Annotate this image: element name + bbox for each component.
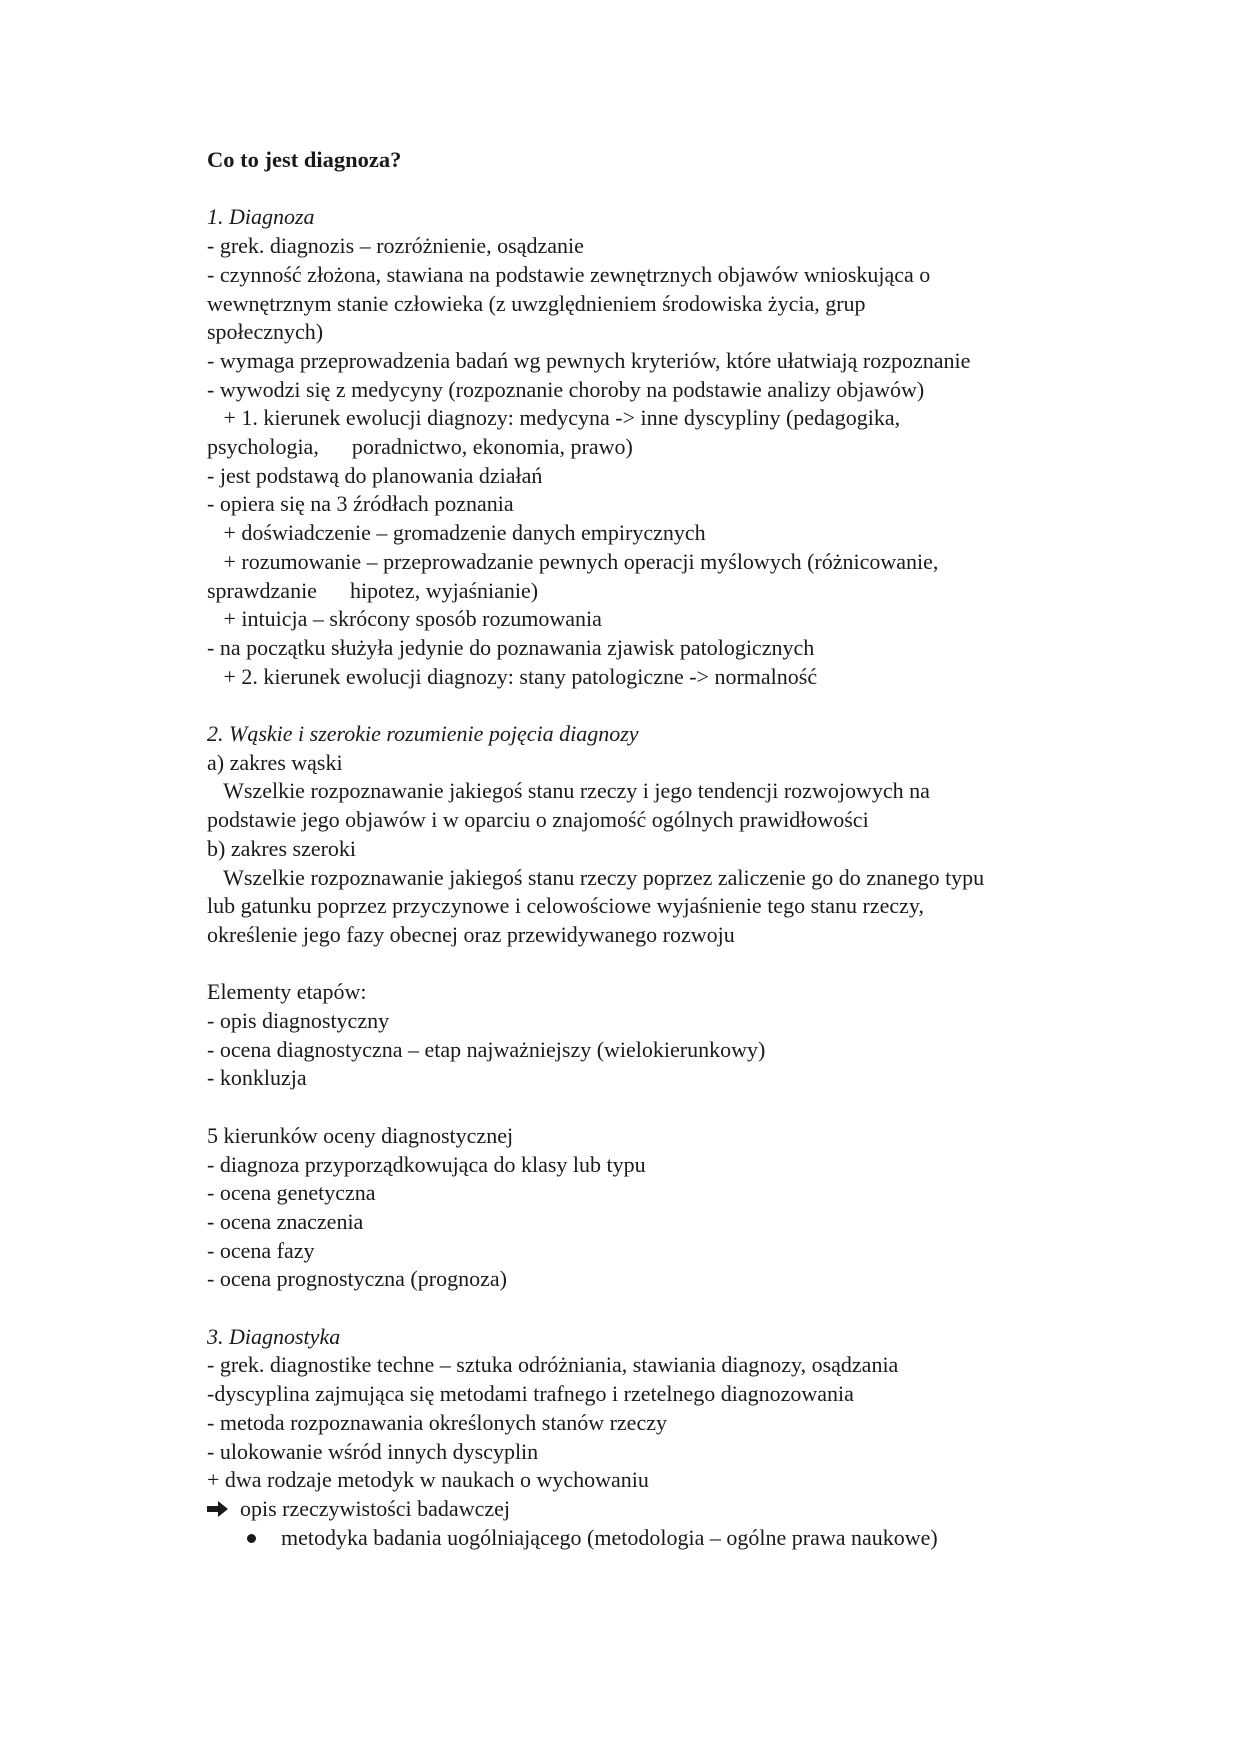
list-item: - opis diagnostyczny	[207, 1008, 390, 1034]
bullet-item-text: metodyka badania uogólniającego (metodologia – ogólne prawa naukowe)	[281, 1524, 938, 1550]
spacer	[207, 1093, 1137, 1122]
text-line: sprawdzanie hipotez, wyjaśnianie)	[207, 577, 539, 603]
spacer	[207, 691, 1137, 720]
text-line: + rozumowanie – przeprowadzanie pewnych operacji myślowych (różnicowanie,	[207, 548, 939, 574]
text-line: - ulokowanie wśród innych dyscyplin	[207, 1438, 539, 1464]
spacer	[207, 175, 1137, 204]
section-2-heading: 2. Wąskie i szerokie rozumienie pojęcia diagnozy	[207, 721, 639, 747]
elements-list	[207, 1007, 1137, 1093]
elements-label: Elementy etapów:	[207, 979, 367, 1005]
text-line: wewnętrznym stanie człowieka (z uwzględnieniem środowiska życia, grup	[207, 290, 866, 316]
bullet-icon	[247, 1534, 256, 1543]
text-line: + 2. kierunek ewolucji diagnozy: stany patologiczne -> normalność	[207, 663, 818, 689]
text-line: społecznych)	[207, 319, 324, 345]
text-line: podstawie jego objawów i w oparciu o znajomość ogólnych prawidłowości	[207, 807, 869, 833]
list-item: - konkluzja	[207, 1065, 307, 1091]
arrow-right-icon	[207, 1500, 229, 1518]
text-line: - opiera się na 3 źródłach poznania	[207, 491, 514, 517]
text-line: - na początku służyła jedynie do poznawania zjawisk patologicznych	[207, 634, 815, 660]
list-item: - ocena znaczenia	[207, 1208, 364, 1234]
spacer	[207, 1294, 1137, 1323]
list-item: - ocena diagnostyczna – etap najważniejszy (wielokierunkowy)	[207, 1036, 766, 1062]
arrow-item-text: opis rzeczywistości badawczej	[240, 1495, 510, 1521]
list-item: - ocena fazy	[207, 1237, 315, 1263]
text-line: + dwa rodzaje metodyk w naukach o wychowaniu	[207, 1467, 649, 1493]
text-line: - czynność złożona, stawiana na podstawie zewnętrznych objawów wnioskująca o	[207, 261, 931, 287]
text-line: - jest podstawą do planowania działań	[207, 462, 543, 488]
section-3-body	[207, 1351, 1137, 1552]
arrow-list-item	[207, 1495, 1137, 1524]
text-line: - grek. diagnostike techne – sztuka odróżniania, stawiania diagnozy, osądzania	[207, 1352, 899, 1378]
section-3-heading: 3. Diagnostyka	[207, 1323, 341, 1349]
text-line: psychologia, poradnictwo, ekonomia, prawo)	[207, 434, 633, 460]
text-line: - wymaga przeprowadzenia badań wg pewnych kryteriów, które ułatwiają rozpoznanie	[207, 347, 971, 373]
section-2-body	[207, 749, 1137, 950]
text-line: Wszelkie rozpoznawanie jakiegoś stanu rzeczy i jego tendencji rozwojowych na	[207, 778, 930, 804]
directions-list	[207, 1151, 1137, 1295]
text-line: + intuicja – skrócony sposób rozumowania	[207, 606, 602, 632]
text-line: + 1. kierunek ewolucji diagnozy: medycyna -> inne dyscypliny (pedagogika,	[207, 405, 901, 431]
text-line: b) zakres szeroki	[207, 835, 357, 861]
text-line: a) zakres wąski	[207, 749, 343, 775]
text-line: Wszelkie rozpoznawanie jakiegoś stanu rzeczy poprzez zaliczenie go do znanego typu	[207, 864, 985, 890]
text-line: -dyscyplina zajmująca się metodami trafnego i rzetelnego diagnozowania	[207, 1381, 854, 1407]
text-line: + doświadczenie – gromadzenie danych empirycznych	[207, 520, 706, 546]
section-1-heading: 1. Diagnoza	[207, 204, 315, 230]
text-line: - wywodzi się z medycyny (rozpoznanie choroby na podstawie analizy objawów)	[207, 376, 925, 402]
text-line: określenie jego fazy obecnej oraz przewidywanego rozwoju	[207, 921, 735, 947]
section-1-body	[207, 232, 1137, 691]
document-body	[207, 146, 1137, 1552]
list-item: - diagnoza przyporządkowująca do klasy lub typu	[207, 1151, 646, 1177]
text-line: - metoda rozpoznawania określonych stanów rzeczy	[207, 1409, 667, 1435]
spacer	[207, 950, 1137, 979]
bullet-list-item	[207, 1524, 1137, 1553]
text-line: lub gatunku poprzez przyczynowe i celowościowe wyjaśnienie tego stanu rzeczy,	[207, 893, 924, 919]
list-item: - ocena genetyczna	[207, 1180, 376, 1206]
list-item: - ocena prognostyczna (prognoza)	[207, 1266, 507, 1292]
directions-label: 5 kierunków oceny diagnostycznej	[207, 1122, 514, 1148]
page-title: Co to jest diagnoza?	[207, 147, 402, 172]
text-line: - grek. diagnozis – rozróżnienie, osądzanie	[207, 233, 584, 259]
